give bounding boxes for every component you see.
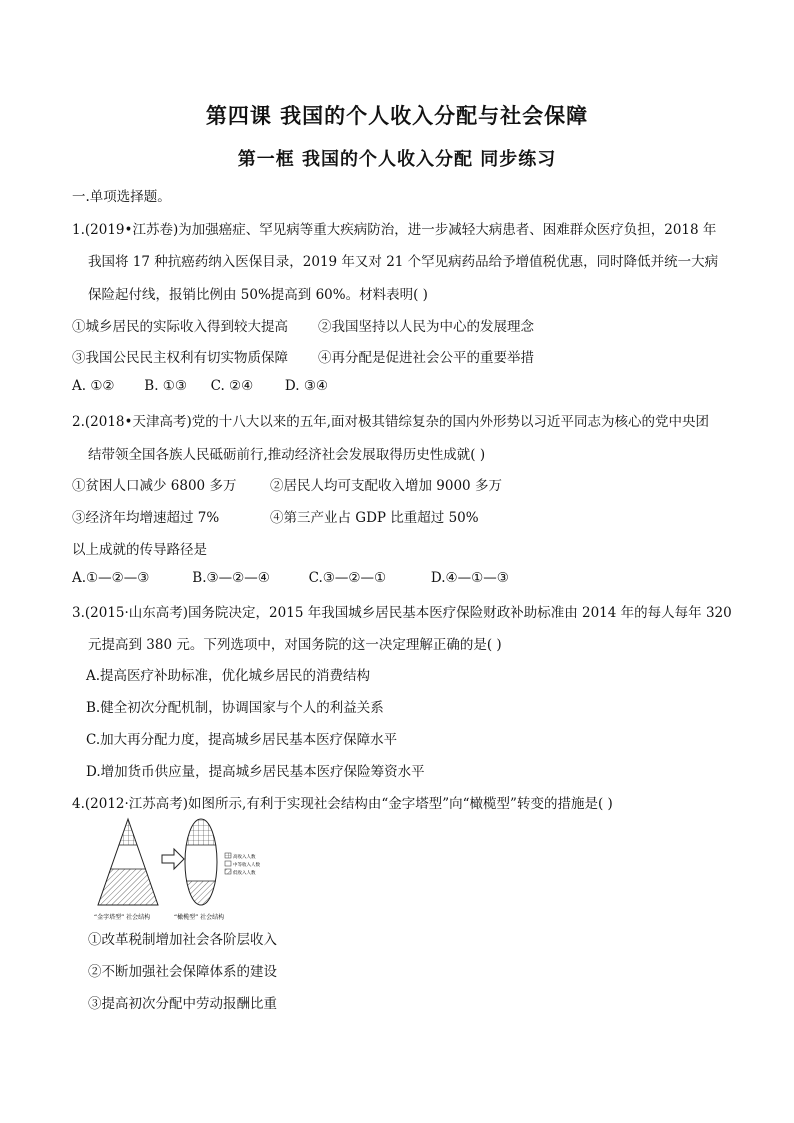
q2-choice-a[interactable]: A.①—②—③	[72, 570, 150, 586]
q4-statement-1: ①改革税制增加社会各阶层收入	[88, 932, 277, 948]
q2-choices	[72, 570, 509, 586]
q2-statement-3: ③经济年均增速超过 7%	[72, 510, 220, 526]
olive-diagram	[184, 819, 218, 905]
section-heading: 一.单项选择题。	[72, 189, 171, 205]
q2-statement-2: ②居民人均可支配收入增加 9000 多万	[270, 478, 502, 494]
q2-stem-line2: 结带领全国各族人民砥砺前行,推动经济社会发展取得历史性成就( )	[88, 447, 486, 463]
q1-choice-c[interactable]: C. ②④	[210, 378, 254, 394]
page-subtitle: 第一框 我国的个人收入分配 同步练习	[237, 149, 557, 170]
q1-choice-a[interactable]: A. ①②	[72, 378, 115, 394]
caption-olive: “橄榄型” 社会结构	[174, 914, 225, 921]
q1-choice-b[interactable]: B. ①③	[144, 378, 188, 394]
q2-path-prompt: 以上成就的传导路径是	[72, 542, 207, 558]
q4-stem: 4.(2012·江苏高考)如图所示,有利于实现社会结构由“金字塔型”向“橄榄型”转变的措施是( )	[72, 796, 613, 812]
q3-stem-line1: 3.(2015·山东高考)国务院决定，2015 年我国城乡居民基本医疗保险财政补助标准由 2014 年的每人每年 320	[72, 605, 732, 621]
caption-pyramid: “金字塔型” 社会结构	[94, 914, 151, 921]
q2-statement-4: ④第三产业占 GDP 比重超过 50%	[270, 510, 479, 526]
q2-choice-b[interactable]: B.③—②—④	[192, 570, 270, 586]
q1-stem-line3: 保险起付线，报销比例由 50%提高到 60%。材料表明( )	[88, 287, 428, 303]
q1-stem-line2: 我国将 17 种抗癌药纳入医保目录，2019 年又对 21 个罕见病药品给予增值税优惠，同时降低并统一大病	[88, 254, 719, 270]
q1-statement-2: ②我国坚持以人民为中心的发展理念	[318, 319, 534, 335]
page-title: 第四课 我国的个人收入分配与社会保障	[205, 104, 589, 128]
q3-option-a[interactable]: A.提高医疗补助标准，优化城乡居民的消费结构	[86, 668, 371, 684]
legend-low-income: 低收入人数	[233, 871, 256, 876]
q1-statement-4: ④再分配是促进社会公平的重要举措	[318, 350, 534, 366]
q2-choice-c[interactable]: C.③—②—①	[308, 570, 387, 586]
q3-option-b[interactable]: B.健全初次分配机制，协调国家与个人的利益关系	[86, 700, 384, 716]
q2-statement-1: ①贫困人口减少 6800 多万	[72, 478, 237, 494]
q1-choices	[72, 378, 328, 394]
q4-statement-2: ②不断加强社会保障体系的建设	[88, 964, 277, 980]
q2-stem-line1: 2.(2018•天津高考)党的十八大以来的五年,面对极其错综复杂的国内外形势以习近平同志为核心的党中央团	[72, 414, 710, 430]
legend-middle-income: 中等收入人数	[233, 863, 260, 868]
q3-option-d[interactable]: D.增加货币供应量，提高城乡居民基本医疗保险筹资水平	[86, 764, 425, 780]
q1-stem-line1: 1.(2019•江苏卷)为加强癌症、罕见病等重大疾病防治，进一步减轻大病患者、困难群众医疗负担，2018 年	[72, 222, 717, 238]
q2-choice-d[interactable]: D.④—①—③	[430, 570, 509, 586]
pyramid-diagram	[88, 819, 168, 905]
q1-choice-d[interactable]: D. ③④	[284, 378, 329, 394]
social-structure-figure	[88, 815, 288, 927]
q1-statement-1: ①城乡居民的实际收入得到较大提高	[72, 319, 288, 335]
q3-option-c[interactable]: C.加大再分配力度，提高城乡居民基本医疗保障水平	[86, 732, 398, 748]
legend-high-income: 高收入人数	[233, 855, 256, 860]
q3-stem-line2: 元提高到 380 元。下列选项中，对国务院的这一决定理解正确的是( )	[88, 637, 502, 653]
q1-statement-3: ③我国公民民主权利有切实物质保障	[72, 350, 288, 366]
figure-legend	[225, 853, 260, 876]
transform-arrow-icon	[162, 849, 184, 869]
q4-statement-3: ③提高初次分配中劳动报酬比重	[88, 996, 277, 1012]
